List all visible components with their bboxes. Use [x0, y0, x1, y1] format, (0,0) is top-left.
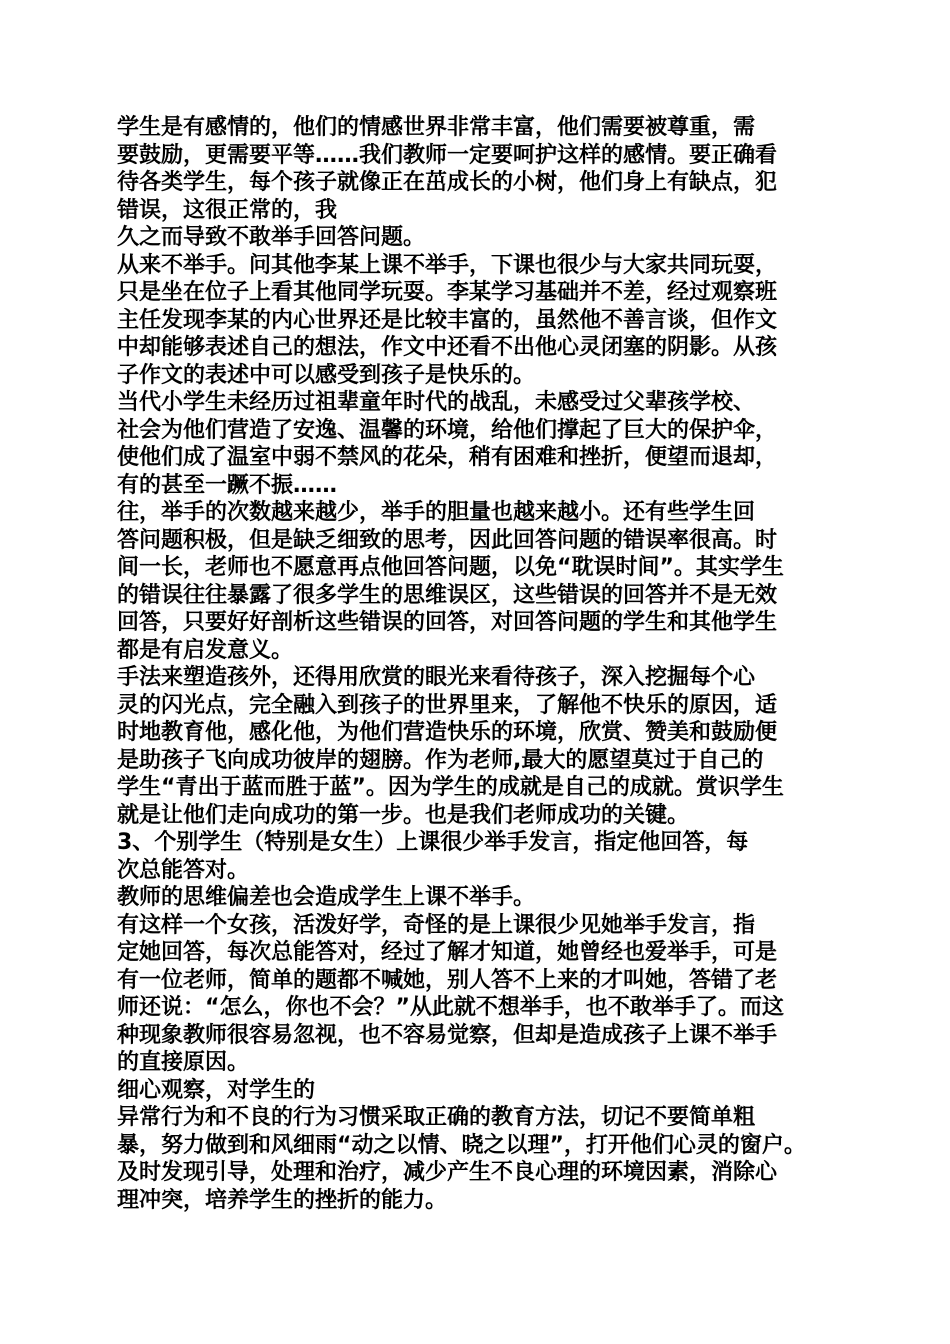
text-line: 理冲突，培养学生的挫折的能力。	[117, 1187, 448, 1213]
text-line: 子作文的表述中可以感受到孩子是快乐的。	[117, 362, 536, 388]
text-line: 只是坐在位子上看其他同学玩耍。李某学习基础并不差，经过观察班	[117, 280, 778, 305]
text-line: 答问题积极，但是缺乏细致的思考，因此回答问题的错误率很高。时	[117, 527, 778, 553]
text-line: 学生“青出于蓝而胜于蓝”。因为学生的成就是自己的成就。赏识学生	[117, 775, 784, 800]
text-line: 要鼓励，更需要平等……我们教师一定要呵护这样的感情。要正确看	[117, 142, 778, 168]
text-line: 种现象教师很容易忽视，也不容易觉察，但却是造成孩子上课不举手	[117, 1022, 778, 1048]
text-line: 有的甚至一蹶不振……	[117, 472, 338, 498]
text-line: 往，举手的次数越来越少，举手的胆量也越来越小。还有些学生回	[117, 500, 756, 525]
text-line: 待各类学生，每个孩子就像正在茁成长的小树，他们身上有缺点，犯	[117, 170, 778, 195]
text-line: 回答，只要好好剖析这些错误的回答，对回答问题的学生和其他学生	[117, 610, 778, 635]
text-line: 中却能够表述自己的想法，作文中还看不出他心灵闭塞的阴影。从孩	[117, 335, 778, 360]
text-line: 灵的闪光点，完全融入到孩子的世界里来，了解他不快乐的原因，适	[117, 692, 778, 718]
text-line: 社会为他们营造了安逸、温馨的环境，给他们撑起了巨大的保护伞，	[117, 417, 778, 443]
text-line: 使他们成了温室中弱不禁风的花朵，稍有困难和挫折，便望而退却，	[117, 445, 778, 470]
text-line: 是助孩子飞向成功彼岸的翅膀。作为老师,最大的愿望莫过于自己的	[117, 747, 764, 773]
text-line: 异常行为和不良的行为习惯采取正确的教育方法，切记不要简单粗	[117, 1105, 756, 1130]
text-line: 从来不举手。问其他李某上课不举手，下课也很少与大家共同玩耍，	[117, 252, 778, 278]
text-line: 都是有启发意义。	[117, 637, 294, 663]
text-line: 3、个别学生（特别是女生）上课很少举手发言，指定他回答，每	[117, 830, 749, 855]
text-line: 间一长，老师也不愿意再点他回答问题，以免“耽误时间”。其实学生	[117, 555, 784, 580]
text-line: 时地教育他，感化他，为他们营造快乐的环境，欣赏、赞美和鼓励便	[117, 720, 778, 745]
text-line: 主任发现李某的内心世界还是比较丰富的，虽然他不善言谈，但作文	[117, 307, 778, 333]
text-line: 师还说：“怎么，你也不会？”从此就不想举手，也不敢举手了。而这	[117, 995, 784, 1020]
text-line: 手法来塑造孩外，还得用欣赏的眼光来看待孩子，深入挖掘每个心	[117, 665, 756, 690]
body-text	[117, 114, 842, 1214]
text-line: 定她回答，每次总能答对，经过了解才知道，她曾经也爱举手，可是	[117, 940, 778, 965]
text-line: 错误，这很正常的，我	[117, 197, 338, 223]
text-line: 的错误往往暴露了很多学生的思维误区，这些错误的回答并不是无效	[117, 582, 778, 608]
text-line: 教师的思维偏差也会造成学生上课不举手。	[117, 885, 536, 910]
text-line: 久之而导致不敢举手回答问题。	[117, 225, 426, 250]
text-line: 的直接原因。	[117, 1050, 250, 1075]
text-line: 当代小学生未经历过祖辈童年时代的战乱，未感受过父辈孩学校、	[117, 390, 756, 415]
text-line: 及时发现引导，处理和治疗，减少产生不良心理的环境因素，消除心	[117, 1160, 778, 1185]
text-line: 次总能答对。	[117, 857, 250, 883]
text-line: 细心观察，对学生的	[117, 1077, 316, 1103]
text-line: 就是让他们走向成功的第一步。也是我们老师成功的关键。	[117, 802, 690, 828]
text-line: 学生是有感情的，他们的情感世界非常丰富，他们需要被尊重，需	[117, 115, 756, 140]
text-line: 有一位老师，简单的题都不喊她，别人答不上来的才叫她，答错了老	[117, 967, 778, 993]
text-line: 暴，努力做到和风细雨“动之以情、晓之以理”，打开他们心灵的窗户。	[117, 1132, 806, 1158]
text-line: 有这样一个女孩，活泼好学，奇怪的是上课很少见她举手发言，指	[117, 912, 756, 938]
